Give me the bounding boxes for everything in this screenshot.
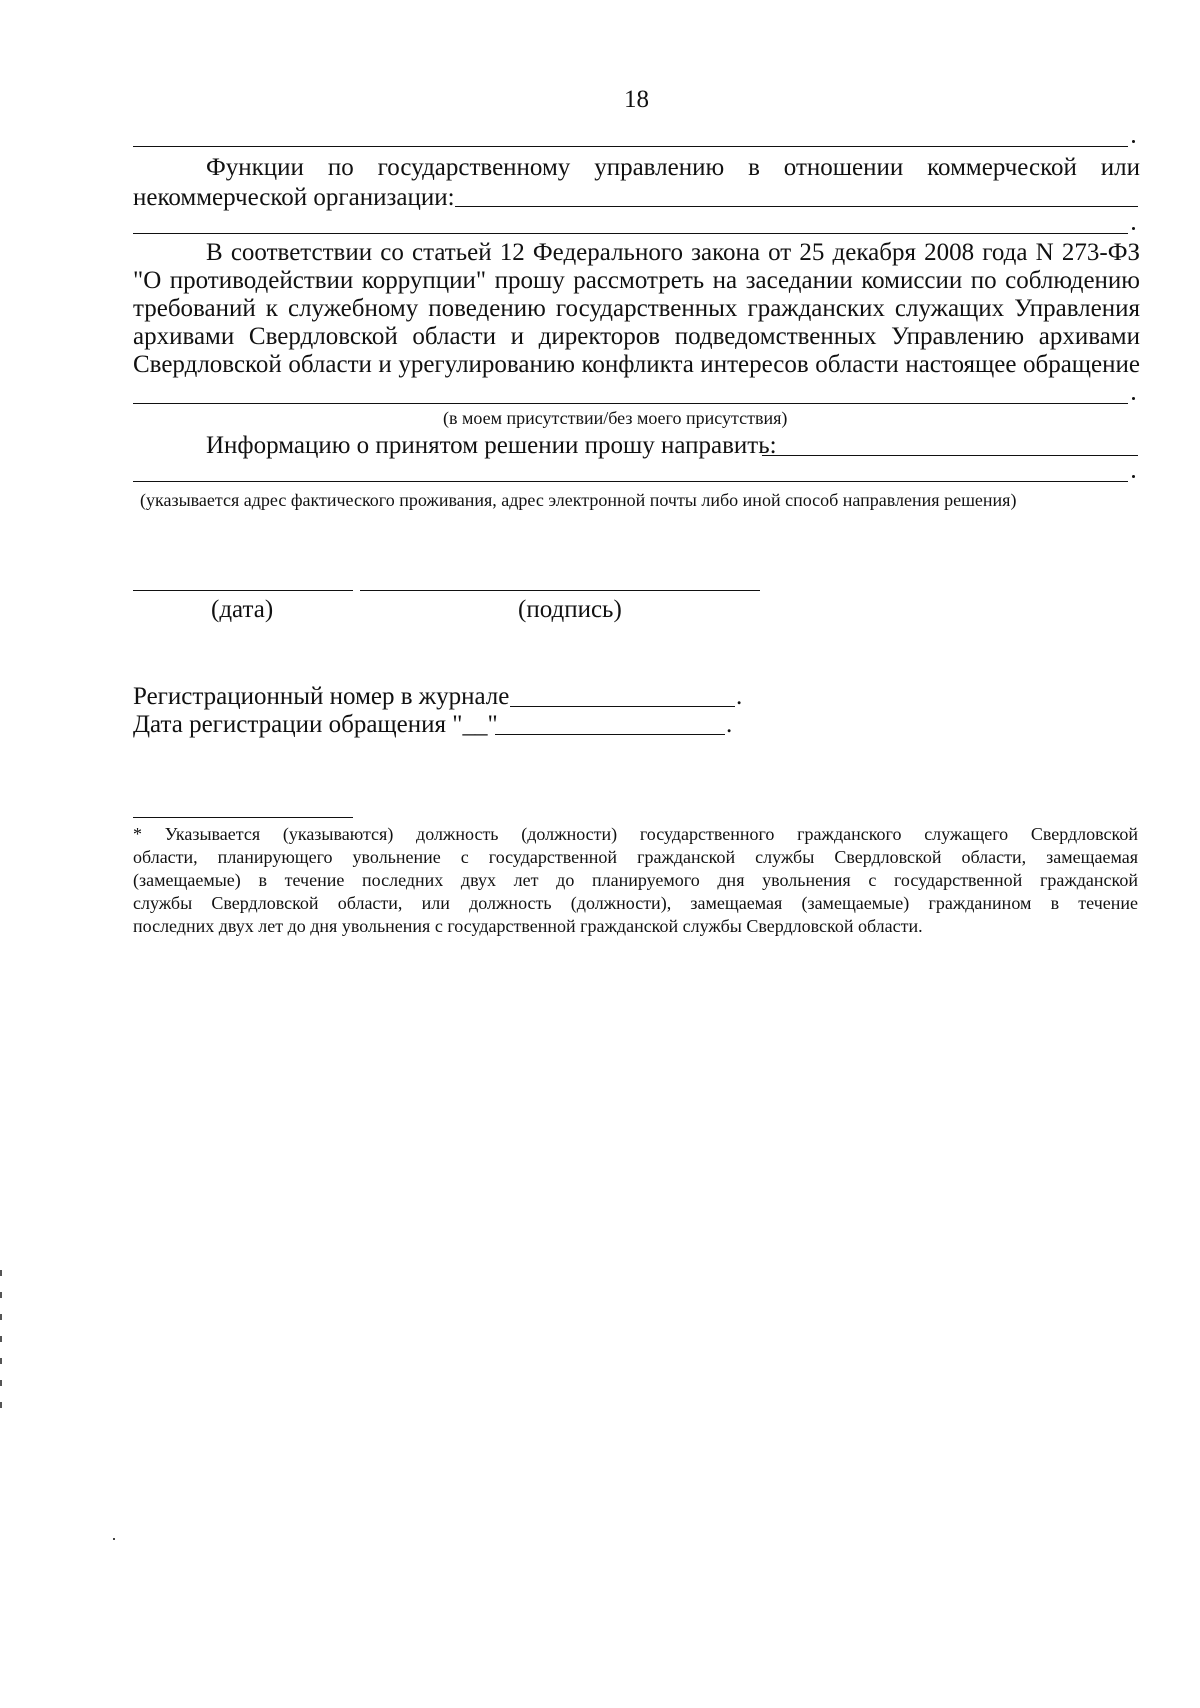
scan-speck [113, 1538, 115, 1540]
blank-line [133, 146, 1128, 147]
request-line-4: архивами Свердловской области и директоров подведомственных Управлению архивами [133, 323, 1140, 350]
page-number: 18 [624, 86, 649, 113]
date-line [133, 590, 353, 591]
blank-line [133, 233, 1128, 234]
functions-line-1: Функции по государственному управлению в отношении коммерческой или [206, 154, 1140, 181]
request-line-2: "О противодействии коррупции" прошу рассмотреть на заседании комиссии по соблюдению [133, 267, 1140, 294]
blank-line [133, 403, 1128, 404]
request-line-3: требований к служебному поведению государственных гражданских служащих Управления [133, 295, 1140, 322]
request-line-5: Свердловской области и урегулированию конфликта интересов области настоящее обращение [133, 351, 1140, 378]
registration-date-line [495, 734, 725, 735]
signature-line [360, 590, 760, 591]
scan-edge-mark [0, 1270, 2, 1420]
footnote-line-1: * Указывается (указываются) должность (должности) государственного гражданского служащего Свердловской [133, 824, 1138, 844]
information-hint: (указывается адрес фактического проживания, адрес электронной почты либо иной способ направления решения) [140, 490, 1017, 510]
line-end-period [1132, 397, 1135, 400]
functions-fill-line [455, 206, 1138, 207]
presence-hint: (в моем присутствии/без моего присутствия) [443, 408, 788, 428]
request-line-1: В соответствии со статьей 12 Федерального закона от 25 декабря 2008 года N 273-ФЗ [206, 239, 1140, 266]
registration-number-end: . [736, 683, 743, 710]
blank-line [133, 481, 1128, 482]
footnote-separator [133, 817, 353, 818]
line-end-period [1132, 227, 1135, 230]
line-end-period [1132, 475, 1135, 478]
footnote-line-4: службы Свердловской области, или должность (должности), замещаемая (замещаемые) гражданином в течение [133, 893, 1138, 913]
registration-number-line [510, 706, 735, 707]
functions-line-2: некоммерческой организации: [133, 184, 455, 211]
information-label: Информацию о принятом решении прошу направить: [206, 432, 777, 459]
signature-label: (подпись) [518, 596, 622, 623]
registration-date-label: Дата регистрации обращения "__" [133, 711, 498, 738]
line-end-period [1132, 140, 1135, 143]
date-label: (дата) [211, 596, 274, 623]
registration-number-label: Регистрационный номер в журнале [133, 683, 510, 710]
footnote-line-2: области, планирующего увольнение с государственной гражданской службы Свердловской области, замещаемая [133, 847, 1138, 867]
footnote-line-3: (замещаемые) в течение последних двух лет до планируемого дня увольнения с государственной гражданской [133, 870, 1138, 890]
information-fill-line [762, 455, 1138, 456]
registration-date-end: . [726, 711, 733, 738]
footnote-line-5: последних двух лет до дня увольнения с государственной гражданской службы Свердловской области. [133, 916, 923, 936]
